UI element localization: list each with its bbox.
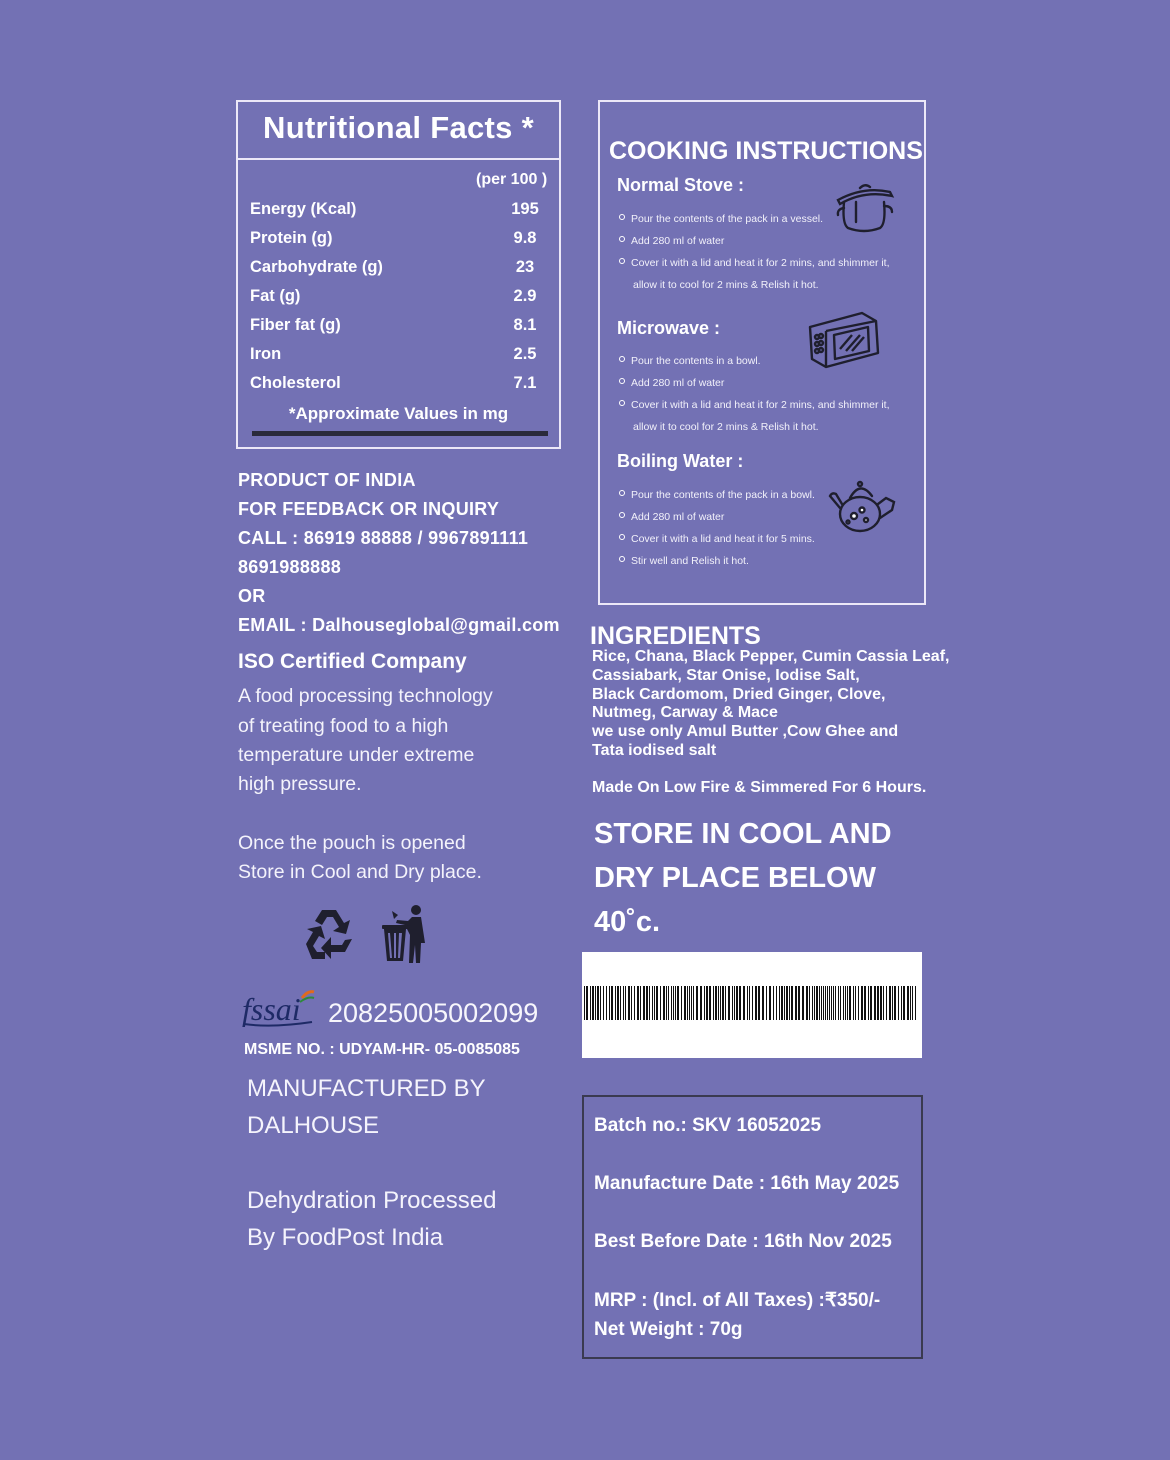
barcode-bar	[861, 986, 863, 1020]
barcode-bar	[609, 986, 610, 1020]
barcode-bar	[912, 986, 913, 1020]
barcode-bar	[752, 986, 753, 1020]
barcode-bar	[677, 986, 679, 1020]
barcode-bar	[675, 986, 676, 1020]
barcode-bar	[693, 986, 694, 1020]
barcode-bar	[903, 986, 905, 1020]
nutrient-value: 23	[515, 258, 535, 276]
instruction-step-cont: allow it to cool for 2 mins & Relish it hot.	[633, 279, 819, 291]
microwave-heading: Microwave :	[617, 318, 721, 338]
barcode-bars	[582, 986, 922, 1020]
barcode-bar	[892, 986, 893, 1020]
barcode-bar	[606, 986, 607, 1020]
barcode-bar	[798, 986, 800, 1020]
barcode-bar	[819, 986, 820, 1020]
barcode-bar	[637, 986, 639, 1020]
barcode-bar	[910, 986, 911, 1020]
email-text: EMAIL : Dalhouseglobal@gmail.com	[238, 615, 560, 635]
barcode-bar	[696, 986, 698, 1020]
barcode-bar	[870, 986, 872, 1020]
barcode-bar	[894, 986, 896, 1020]
barcode-bar	[673, 986, 674, 1020]
barcode-bar	[704, 986, 705, 1020]
instruction-step: Pour the contents of the pack in a bowl.	[619, 489, 815, 501]
barcode-bar	[643, 986, 645, 1020]
nutrition-note: *Approximate Values in mg	[288, 404, 509, 423]
preparation-note: Made On Low Fire & Simmered For 6 Hours.	[592, 779, 927, 796]
storage-line: STORE IN COOL AND	[594, 818, 892, 850]
manufacture-date: Manufacture Date : 16th May 2025	[594, 1173, 900, 1194]
iso-title: ISO Certified Company	[238, 650, 467, 673]
barcode-bar	[656, 986, 658, 1020]
nutrition-title-divider	[238, 158, 559, 160]
nutrition-title: Nutritional Facts *	[263, 110, 534, 145]
barcode-bar	[831, 986, 832, 1020]
ingredient-line: Cassiabark, Star Onise, Iodise Salt,	[592, 666, 860, 684]
nutrition-row	[250, 200, 550, 224]
barcode-bar	[776, 986, 777, 1020]
nutrition-bottom-bar	[252, 431, 548, 436]
barcode-bar	[743, 986, 745, 1020]
iso-line: temperature under extreme	[238, 744, 475, 766]
barcode-bar	[855, 986, 856, 1020]
nutrient-value: 8.1	[513, 316, 537, 334]
barcode-bar	[889, 986, 891, 1020]
msme-number: MSME NO. : UDYAM-HR- 05-0085085	[244, 1041, 520, 1058]
nutrient-value: 7.1	[513, 374, 537, 392]
ingredients-list	[592, 648, 972, 761]
nutrient-label: Carbohydrate (g)	[250, 258, 383, 276]
barcode-bar	[725, 986, 726, 1020]
instruction-step: Add 280 ml of water	[619, 235, 724, 247]
barcode-bar	[586, 986, 588, 1020]
barcode-bar	[883, 986, 884, 1020]
barcode-bar	[620, 986, 621, 1020]
barcode-bar	[812, 986, 813, 1020]
bullet-icon	[619, 534, 625, 540]
barcode-bar	[858, 986, 859, 1020]
barcode-bar	[779, 986, 780, 1020]
barcode-bar	[736, 986, 738, 1020]
iso-line: of treating food to a high	[238, 715, 449, 737]
instruction-step: Cover it with a lid and heat it for 2 mins, and shimmer it,	[619, 399, 890, 411]
instruction-step: Pour the contents of the pack in a vessel.	[619, 213, 823, 225]
nutrient-label: Energy (Kcal)	[250, 200, 357, 218]
origin-text: PRODUCT OF INDIA	[238, 470, 416, 490]
instruction-step: Add 280 ml of water	[619, 511, 724, 523]
kettle-icon	[828, 478, 900, 541]
bullet-icon	[619, 378, 625, 384]
barcode-bar	[769, 986, 771, 1020]
nutrient-label: Fat (g)	[250, 287, 301, 305]
storage-line: DRY PLACE BELOW	[594, 862, 876, 894]
phone-number-2: 8691988888	[238, 557, 342, 577]
barcode-bar	[868, 986, 869, 1020]
barcode-bar	[671, 986, 672, 1020]
barcode-bar	[681, 986, 682, 1020]
barcode-bar	[687, 986, 688, 1020]
barcode-bar	[623, 986, 624, 1020]
barcode-bar	[874, 986, 876, 1020]
nutrient-value: 2.5	[513, 345, 537, 363]
barcode-bar	[825, 986, 826, 1020]
barcode-bar	[709, 986, 711, 1020]
barcode-bar	[847, 986, 848, 1020]
barcode-bar	[907, 986, 909, 1020]
barcode-bar	[584, 986, 585, 1020]
bullet-icon	[619, 214, 625, 220]
svg-text:fssai: fssai	[242, 991, 301, 1027]
storage-note-line: Store in Cool and Dry place.	[238, 861, 482, 883]
manufactured-by-label: MANUFACTURED BY	[247, 1075, 486, 1102]
barcode-bar	[666, 986, 667, 1020]
bullet-icon	[619, 512, 625, 518]
barcode-bar	[595, 986, 596, 1020]
batch-info-panel	[582, 1095, 923, 1359]
barcode-bar	[766, 986, 767, 1020]
stove-heading: Normal Stove :	[617, 175, 745, 195]
barcode-bar	[784, 986, 785, 1020]
barcode-bar	[649, 986, 650, 1020]
nutrition-row	[250, 287, 550, 311]
barcode-bar	[600, 986, 601, 1020]
barcode-bar	[791, 986, 793, 1020]
barcode-bar	[786, 986, 788, 1020]
barcode-bar	[592, 986, 594, 1020]
iso-line: high pressure.	[238, 773, 362, 795]
nutrient-label: Cholesterol	[250, 374, 341, 392]
barcode-bar	[755, 986, 757, 1020]
barcode-bar	[646, 986, 648, 1020]
boiling-heading: Boiling Water :	[617, 451, 744, 471]
barcode-bar	[898, 986, 899, 1020]
barcode-bar	[625, 986, 626, 1020]
batch-number: Batch no.: SKV 16052025	[594, 1115, 822, 1136]
bullet-icon	[619, 556, 625, 562]
barcode-bar	[603, 986, 604, 1020]
barcode-bar	[827, 986, 828, 1020]
manufacturer-name: DALHOUSE	[247, 1112, 380, 1139]
barcode-bar	[773, 986, 774, 1020]
iso-line: A food processing technology	[238, 685, 493, 707]
nutrition-row	[250, 345, 550, 369]
bullet-icon	[619, 400, 625, 406]
barcode-bar	[838, 986, 839, 1020]
barcode-bar	[747, 986, 748, 1020]
barcode-bar	[634, 986, 635, 1020]
storage-instruction	[594, 812, 892, 944]
ingredient-line: Nutmeg, Carway & Mace	[592, 704, 778, 722]
ingredient-line: Tata iodised salt	[592, 741, 717, 759]
barcode-bar	[684, 986, 686, 1020]
barcode-bar	[829, 986, 830, 1020]
phone-numbers: CALL : 86919 88888 / 9967891111	[238, 528, 529, 548]
instruction-step-cont: allow it to cool for 2 mins & Relish it hot.	[633, 421, 819, 433]
nutrient-value: 9.8	[513, 229, 537, 247]
barcode-bar	[864, 986, 866, 1020]
bullet-icon	[619, 356, 625, 362]
barcode-bar	[597, 986, 599, 1020]
nutrition-per-label: (per 100 )	[476, 171, 548, 188]
storage-line: 40˚c.	[594, 906, 661, 938]
nutrition-facts-panel	[236, 100, 561, 449]
mrp: MRP : (Incl. of All Taxes) :₹350/-	[594, 1290, 881, 1311]
barcode-bar	[853, 986, 854, 1020]
cooking-pot-icon	[834, 182, 896, 239]
nutrition-row	[250, 316, 550, 340]
barcode-bar	[715, 986, 717, 1020]
storage-note-line: Once the pouch is opened	[238, 832, 466, 854]
nutrition-row	[250, 229, 550, 253]
cooking-title: COOKING INSTRUCTIONS	[609, 137, 923, 165]
barcode-bar	[816, 986, 818, 1020]
barcode-bar	[821, 986, 822, 1020]
barcode-bar	[789, 986, 790, 1020]
barcode-bar	[915, 986, 916, 1020]
nutrition-row	[250, 258, 550, 282]
barcode-bar	[691, 986, 692, 1020]
barcode-bar	[843, 986, 844, 1020]
nutrient-value: 195	[511, 200, 539, 218]
barcode-bar	[749, 986, 750, 1020]
nutrient-label: Protein (g)	[250, 229, 333, 247]
instruction-step: Add 280 ml of water	[619, 377, 724, 389]
barcode	[582, 952, 922, 1058]
instruction-step: Stir well and Relish it hot.	[619, 555, 749, 567]
instruction-step: Pour the contents in a bowl.	[619, 355, 761, 367]
net-weight: Net Weight : 70g	[594, 1319, 743, 1340]
barcode-bar	[720, 986, 721, 1020]
or-text: OR	[238, 586, 266, 606]
processor-name: By FoodPost India	[247, 1224, 444, 1251]
ingredient-line: Black Cardomom, Dried Ginger, Clove,	[592, 685, 886, 703]
instruction-step: Cover it with a lid and heat it for 5 mins.	[619, 533, 815, 545]
microwave-icon	[806, 309, 882, 376]
fssai-logo	[242, 988, 318, 1037]
barcode-bar	[689, 986, 690, 1020]
cooking-instructions-panel	[598, 100, 926, 605]
barcode-bar	[814, 986, 815, 1020]
barcode-bar	[660, 986, 661, 1020]
barcode-bar	[732, 986, 733, 1020]
feedback-text: FOR FEEDBACK OR INQUIRY	[238, 499, 500, 519]
best-before-date: Best Before Date : 16th Nov 2025	[594, 1231, 892, 1252]
barcode-bar	[845, 986, 846, 1020]
barcode-bar	[640, 986, 641, 1020]
barcode-bar	[849, 986, 851, 1020]
barcode-bar	[718, 986, 719, 1020]
barcode-bar	[795, 986, 797, 1020]
barcode-bar	[663, 986, 665, 1020]
barcode-bar	[880, 986, 882, 1020]
instruction-step: Cover it with a lid and heat it for 2 mins, and shimmer it,	[619, 257, 890, 269]
nutrient-label: Iron	[250, 345, 282, 363]
barcode-bar	[823, 986, 824, 1020]
recycle-icon	[300, 906, 358, 967]
processed-label: Dehydration Processed	[247, 1187, 497, 1214]
nutrient-value: 2.9	[513, 287, 537, 305]
dispose-in-bin-icon	[380, 903, 430, 970]
barcode-bar	[833, 986, 834, 1020]
barcode-bar	[654, 986, 655, 1020]
barcode-bar	[886, 986, 887, 1020]
barcode-bar	[809, 986, 810, 1020]
barcode-bar	[631, 986, 632, 1020]
barcode-bar	[835, 986, 836, 1020]
barcode-bar	[713, 986, 714, 1020]
barcode-bar	[722, 986, 724, 1020]
barcode-bar	[781, 986, 783, 1020]
bullet-icon	[619, 490, 625, 496]
barcode-bar	[758, 986, 760, 1020]
ingredients-title: INGREDIENTS	[590, 622, 761, 650]
barcode-bar	[628, 986, 630, 1020]
barcode-bar	[840, 986, 841, 1020]
barcode-bar	[734, 986, 735, 1020]
barcode-bar	[611, 986, 613, 1020]
barcode-bar	[877, 986, 879, 1020]
barcode-bar	[762, 986, 764, 1020]
fssai-license-number: 20825005002099	[328, 998, 539, 1028]
nutrition-row	[250, 374, 550, 398]
barcode-bar	[700, 986, 702, 1020]
barcode-bar	[652, 986, 653, 1020]
barcode-bar	[806, 986, 808, 1020]
barcode-bar	[668, 986, 669, 1020]
ingredient-line: we use only Amul Butter ,Cow Ghee and	[592, 723, 899, 741]
bullet-icon	[619, 258, 625, 264]
barcode-bar	[728, 986, 730, 1020]
nutrient-label: Fiber fat (g)	[250, 316, 341, 334]
barcode-bar	[617, 986, 619, 1020]
barcode-bar	[590, 986, 591, 1020]
barcode-bar	[615, 986, 616, 1020]
ingredient-line: Rice, Chana, Black Pepper, Cumin Cassia Leaf,	[592, 648, 950, 665]
bullet-icon	[619, 236, 625, 242]
barcode-bar	[901, 986, 902, 1020]
barcode-bar	[802, 986, 804, 1020]
barcode-bar	[739, 986, 741, 1020]
barcode-bar	[706, 986, 708, 1020]
